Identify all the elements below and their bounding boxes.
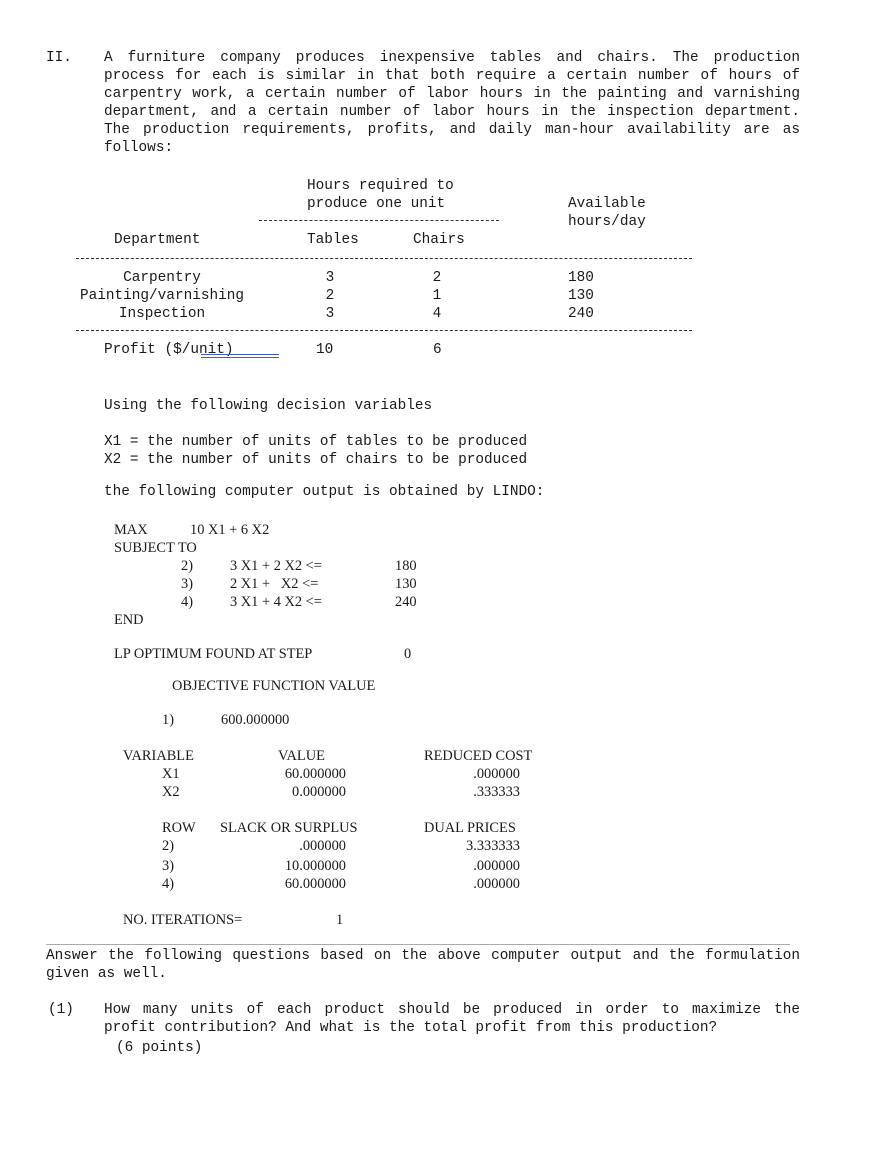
iterations-value: 1 xyxy=(336,912,344,928)
spellcheck-underline xyxy=(201,354,279,355)
constraint-rhs: 240 xyxy=(395,594,417,610)
variable-reduced-cost: .000000 xyxy=(473,766,520,782)
col-chairs-header: Chairs xyxy=(413,232,465,248)
hours-header-line1: Hours required to xyxy=(307,178,454,194)
row-label: 3) xyxy=(162,858,174,874)
row-label: 2) xyxy=(162,838,174,854)
max-keyword: MAX xyxy=(114,522,148,538)
hours-header-line2: produce one unit xyxy=(307,196,446,212)
subject-to: SUBJECT TO xyxy=(114,540,197,556)
section-divider xyxy=(46,944,790,945)
table-top-divider xyxy=(76,258,692,259)
avail-header-line1: Available xyxy=(568,196,646,212)
table-row-avail: 130 xyxy=(568,288,594,304)
constraint-expr: 2 X1 + X2 <= xyxy=(230,576,319,592)
objective-value: 600.000000 xyxy=(221,712,290,728)
objective-row: 1) xyxy=(162,712,174,728)
table-row-tables: 2 xyxy=(325,288,335,304)
constraint-row: 3) xyxy=(181,576,193,592)
optimum-step: 0 xyxy=(404,646,412,662)
constraint-expr: 3 X1 + 2 X2 <= xyxy=(230,558,322,574)
variable-name: X1 xyxy=(162,766,180,782)
row-label: 4) xyxy=(162,876,174,892)
table-row-chairs: 2 xyxy=(432,270,442,286)
spellcheck-underline-2 xyxy=(201,357,279,358)
constraint-rhs: 130 xyxy=(395,576,417,592)
profit-chairs: 6 xyxy=(433,342,442,358)
table-bottom-divider xyxy=(76,330,692,331)
optimum-text: LP OPTIMUM FOUND AT STEP xyxy=(114,646,313,662)
answer-intro: Answer the following questions based on the above computer output and the formulation given as well. xyxy=(46,948,800,982)
lindo-intro: the following computer output is obtained by LINDO: xyxy=(104,484,545,500)
table-row-chairs: 4 xyxy=(432,306,442,322)
col-tables-header: Tables xyxy=(307,232,359,248)
question-points: (6 points) xyxy=(116,1040,203,1056)
reduced-cost-header: REDUCED COST xyxy=(424,748,533,764)
table-row-avail: 180 xyxy=(568,270,594,286)
question-text: How many units of each product should be produced in order to maximize the profit contribution? And what is the total profit from this production? xyxy=(104,1002,800,1036)
row-dual: .000000 xyxy=(473,858,520,874)
dual-prices-header: DUAL PRICES xyxy=(424,820,516,836)
avail-header-line2: hours/day xyxy=(568,214,646,230)
table-row-tables: 3 xyxy=(325,270,335,286)
table-row-chairs: 1 xyxy=(432,288,442,304)
constraint-expr: 3 X1 + 4 X2 <= xyxy=(230,594,322,610)
variable-value: 60.000000 xyxy=(284,766,346,782)
profit-label: Profit ($/unit) xyxy=(104,342,234,358)
hours-header-divider xyxy=(259,220,499,221)
iterations-label: NO. ITERATIONS= xyxy=(123,912,243,928)
slack-header: SLACK OR SURPLUS xyxy=(220,820,358,836)
table-row-tables: 3 xyxy=(325,306,335,322)
variable-header: VARIABLE xyxy=(123,748,194,764)
table-row-dept: Carpentry xyxy=(123,270,201,286)
row-header: ROW xyxy=(162,820,196,836)
table-row-avail: 240 xyxy=(568,306,594,322)
section-label: II. xyxy=(46,50,72,66)
objective-expression: 10 X1 + 6 X2 xyxy=(190,522,270,538)
variable-reduced-cost: .333333 xyxy=(473,784,520,800)
objective-function-label: OBJECTIVE FUNCTION VALUE xyxy=(172,678,376,694)
constraint-rhs: 180 xyxy=(395,558,417,574)
row-dual: .000000 xyxy=(473,876,520,892)
value-header: VALUE xyxy=(278,748,325,764)
constraint-row: 4) xyxy=(181,594,193,610)
x2-definition: X2 = the number of units of chairs to be produced xyxy=(104,452,528,468)
profit-tables: 10 xyxy=(316,342,334,358)
table-row-dept: Inspection xyxy=(118,306,206,322)
row-slack: 10.000000 xyxy=(284,858,346,874)
variable-value: 0.000000 xyxy=(292,784,346,800)
variable-name: X2 xyxy=(162,784,180,800)
x1-definition: X1 = the number of units of tables to be produced xyxy=(104,434,528,450)
intro-paragraph: A furniture company produces inexpensive tables and chairs. The production process for each is similar in that both require a certain number of hours of carpentry work, a certain number of labor hours in the painting and varnishing department, and a certain number of labor hours in the inspection department. The production requirements, profits, and daily man-hour availability are as follows: xyxy=(104,50,800,156)
dept-header: Department xyxy=(114,232,201,248)
row-slack: .000000 xyxy=(299,838,346,854)
end-keyword: END xyxy=(114,612,144,628)
constraint-row: 2) xyxy=(181,558,193,574)
table-row-dept: Painting/varnishing xyxy=(79,288,245,304)
decision-intro: Using the following decision variables xyxy=(104,398,433,414)
row-dual: 3.333333 xyxy=(466,838,520,854)
row-slack: 60.000000 xyxy=(284,876,346,892)
question-number: (1) xyxy=(48,1002,74,1018)
